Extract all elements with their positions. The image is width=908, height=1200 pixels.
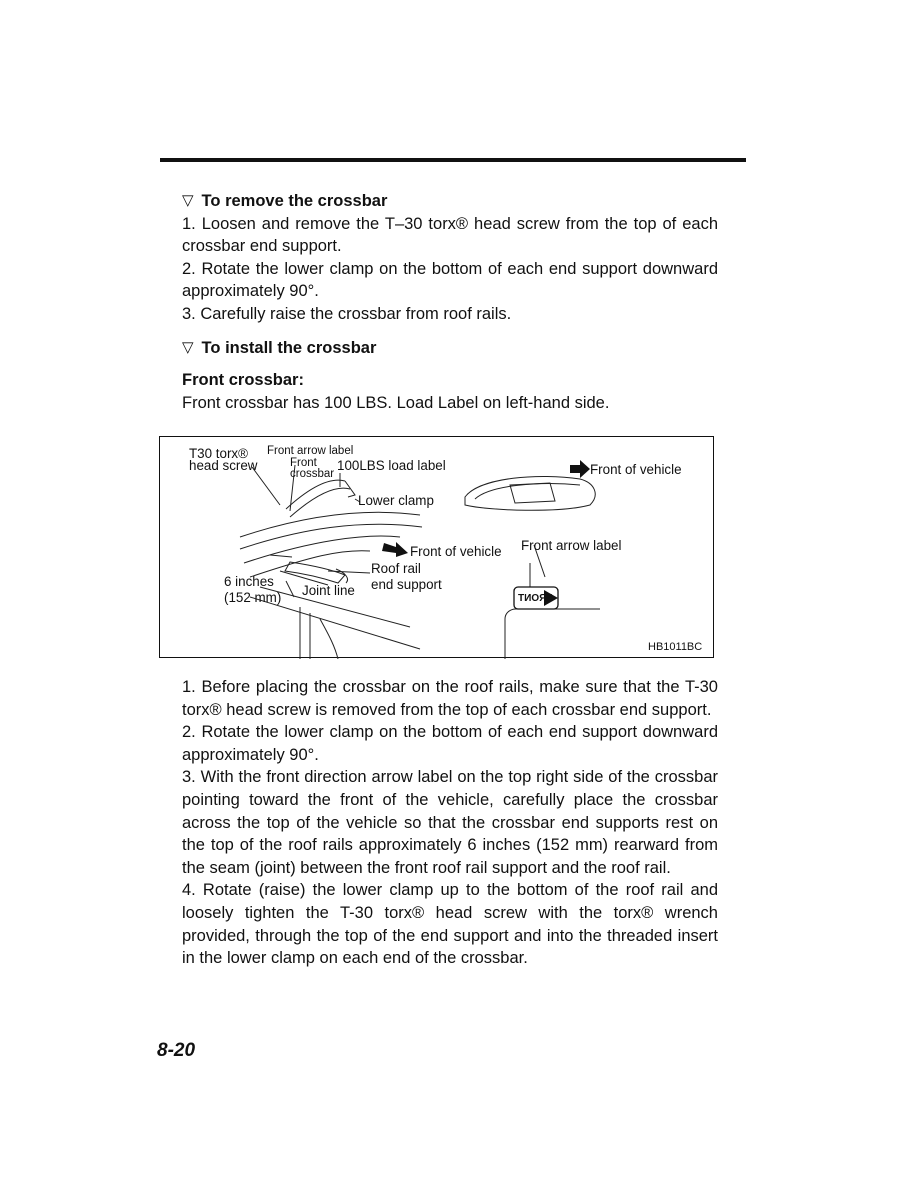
triangle-down-icon: ▽ — [182, 338, 194, 356]
arrow-right-icon — [382, 542, 408, 557]
remove-step-1: 1. Loosen and remove the T–30 torx® head screw from the top of each crossbar end support. — [182, 214, 718, 256]
arrow-right-icon — [570, 460, 590, 478]
install-step-1: 1. Before placing the crossbar on the roof rails, make sure that the T-30 torx® head screw is removed from the top of each crossbar end support. — [182, 678, 718, 719]
figure-code: HB1011BC — [648, 641, 703, 653]
t30-label-line1: T30 torx® — [189, 446, 248, 461]
remove-step-3: 3. Carefully raise the crossbar from roof rails. — [182, 304, 512, 323]
front-arrow-label-top: Front arrow label — [267, 445, 354, 457]
six-inches-label-line2: (152 mm) — [224, 590, 282, 605]
front-crossbar-subheading: Front crossbar: — [182, 371, 304, 390]
six-inches-label-line1: 6 inches — [224, 574, 274, 589]
remove-heading-text: To remove the crossbar — [201, 192, 388, 210]
front-crossbar-label-line1: Front — [290, 457, 317, 469]
front-of-vehicle-left-label: Front of vehicle — [410, 544, 502, 559]
t30-label-line2: head screw — [189, 458, 258, 473]
remove-install-section — [182, 190, 718, 414]
front-crossbar-label-line2: crossbar — [290, 468, 335, 480]
install-step-2: 2. Rotate the lower clamp on the bottom of each end support downward approximately 90°. — [182, 723, 718, 764]
install-heading-text: To install the crossbar — [201, 338, 377, 357]
front-of-vehicle-right-label: Front of vehicle — [590, 462, 682, 477]
front-crossbar-intro: Front crossbar has 100 LBS. Load Label on left-hand side. — [182, 393, 610, 412]
page-number: 8-20 — [157, 1040, 196, 1061]
install-step-4: 4. Rotate (raise) the lower clamp up to the bottom of the roof rail and loosely tighten the T-30 torx® head screw with the torx® wrench provided, through the top of the end support and into the threaded insert in the lower clamp on each end of the crossbar. — [182, 881, 718, 968]
triangle-down-icon: ▽ — [182, 192, 194, 209]
install-steps — [182, 676, 718, 970]
remove-heading — [182, 190, 718, 213]
install-heading — [182, 337, 718, 360]
remove-step-2: 2. Rotate the lower clamp on the bottom of each end support downward approximately 90°. — [182, 259, 718, 301]
roof-rail-label-line1: Roof rail — [371, 561, 421, 576]
joint-line-label: Joint line — [302, 583, 355, 598]
top-rule — [160, 158, 746, 162]
load-label: 100LBS load label — [337, 458, 446, 473]
front-arrow-label-right: Front arrow label — [521, 538, 622, 553]
crossbar-figure — [159, 436, 714, 658]
roof-rail-label-line2: end support — [371, 577, 442, 592]
front-sticker-text: FRONT — [518, 593, 553, 604]
lower-clamp-label: Lower clamp — [358, 493, 434, 508]
install-step-3: 3. With the front direction arrow label on the top right side of the crossbar pointing toward the front of the vehicle, carefully place the crossbar across the top of the vehicle so that the crossbar end supports rest on the top of the roof rails approximately 6 inches (152 mm) rearward from the seam (joint) between the front roof rail support and the roof rail. — [182, 768, 718, 877]
